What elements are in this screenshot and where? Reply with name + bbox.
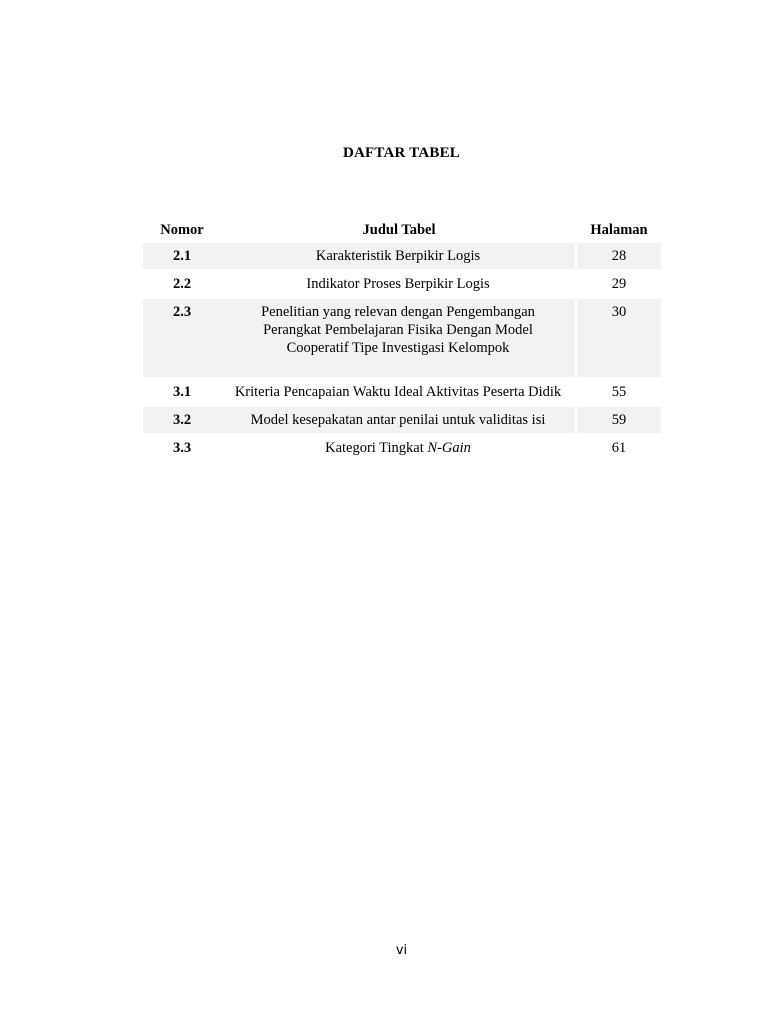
table-row	[143, 379, 661, 405]
table-header-row	[143, 217, 661, 243]
row-page: 29	[611, 276, 627, 292]
row-title: Karakteristik Berpikir Logis	[221, 243, 577, 269]
row-title-line: Penelitian yang relevan dengan Pengembangan	[261, 304, 535, 320]
row-page: 59	[577, 407, 661, 433]
row-title	[221, 435, 577, 461]
header-title: Judul Tabel	[362, 221, 436, 238]
row-page: 55	[611, 384, 627, 400]
row-page: 30	[577, 299, 661, 377]
row-title: Indikator Proses Berpikir Logis	[221, 271, 577, 297]
page-title: DAFTAR TABEL	[342, 145, 460, 161]
row-number: 3.1	[172, 384, 192, 400]
row-page: 61	[611, 440, 627, 456]
row-page: 28	[577, 243, 661, 269]
row-number: 2.2	[172, 276, 192, 292]
header-number: Nomor	[160, 221, 204, 238]
row-title-line: Perangkat Pembelajaran Fisika Dengan Model	[263, 322, 533, 338]
row-title-line: Cooperatif Tipe Investigasi Kelompok	[286, 340, 510, 356]
row-title-text: Kategori Tingkat	[325, 440, 428, 456]
row-number: 3.2	[143, 407, 221, 433]
header-page: Halaman	[590, 221, 648, 238]
table-row	[143, 299, 661, 377]
table-of-tables	[143, 217, 661, 461]
row-number: 3.3	[172, 440, 192, 456]
row-title: Model kesepakatan antar penilai untuk validitas isi	[221, 407, 577, 433]
row-title: Kriteria Pencapaian Waktu Ideal Aktivitas Peserta Didik	[221, 379, 577, 405]
row-title-italic: N-Gain	[427, 440, 471, 456]
table-row	[143, 243, 661, 269]
table-row	[143, 271, 661, 297]
table-row	[143, 435, 661, 461]
row-number: 2.1	[143, 243, 221, 269]
row-number: 2.3	[143, 299, 221, 377]
table-row	[143, 407, 661, 433]
row-title	[221, 299, 577, 377]
page-number: vi	[395, 943, 408, 958]
